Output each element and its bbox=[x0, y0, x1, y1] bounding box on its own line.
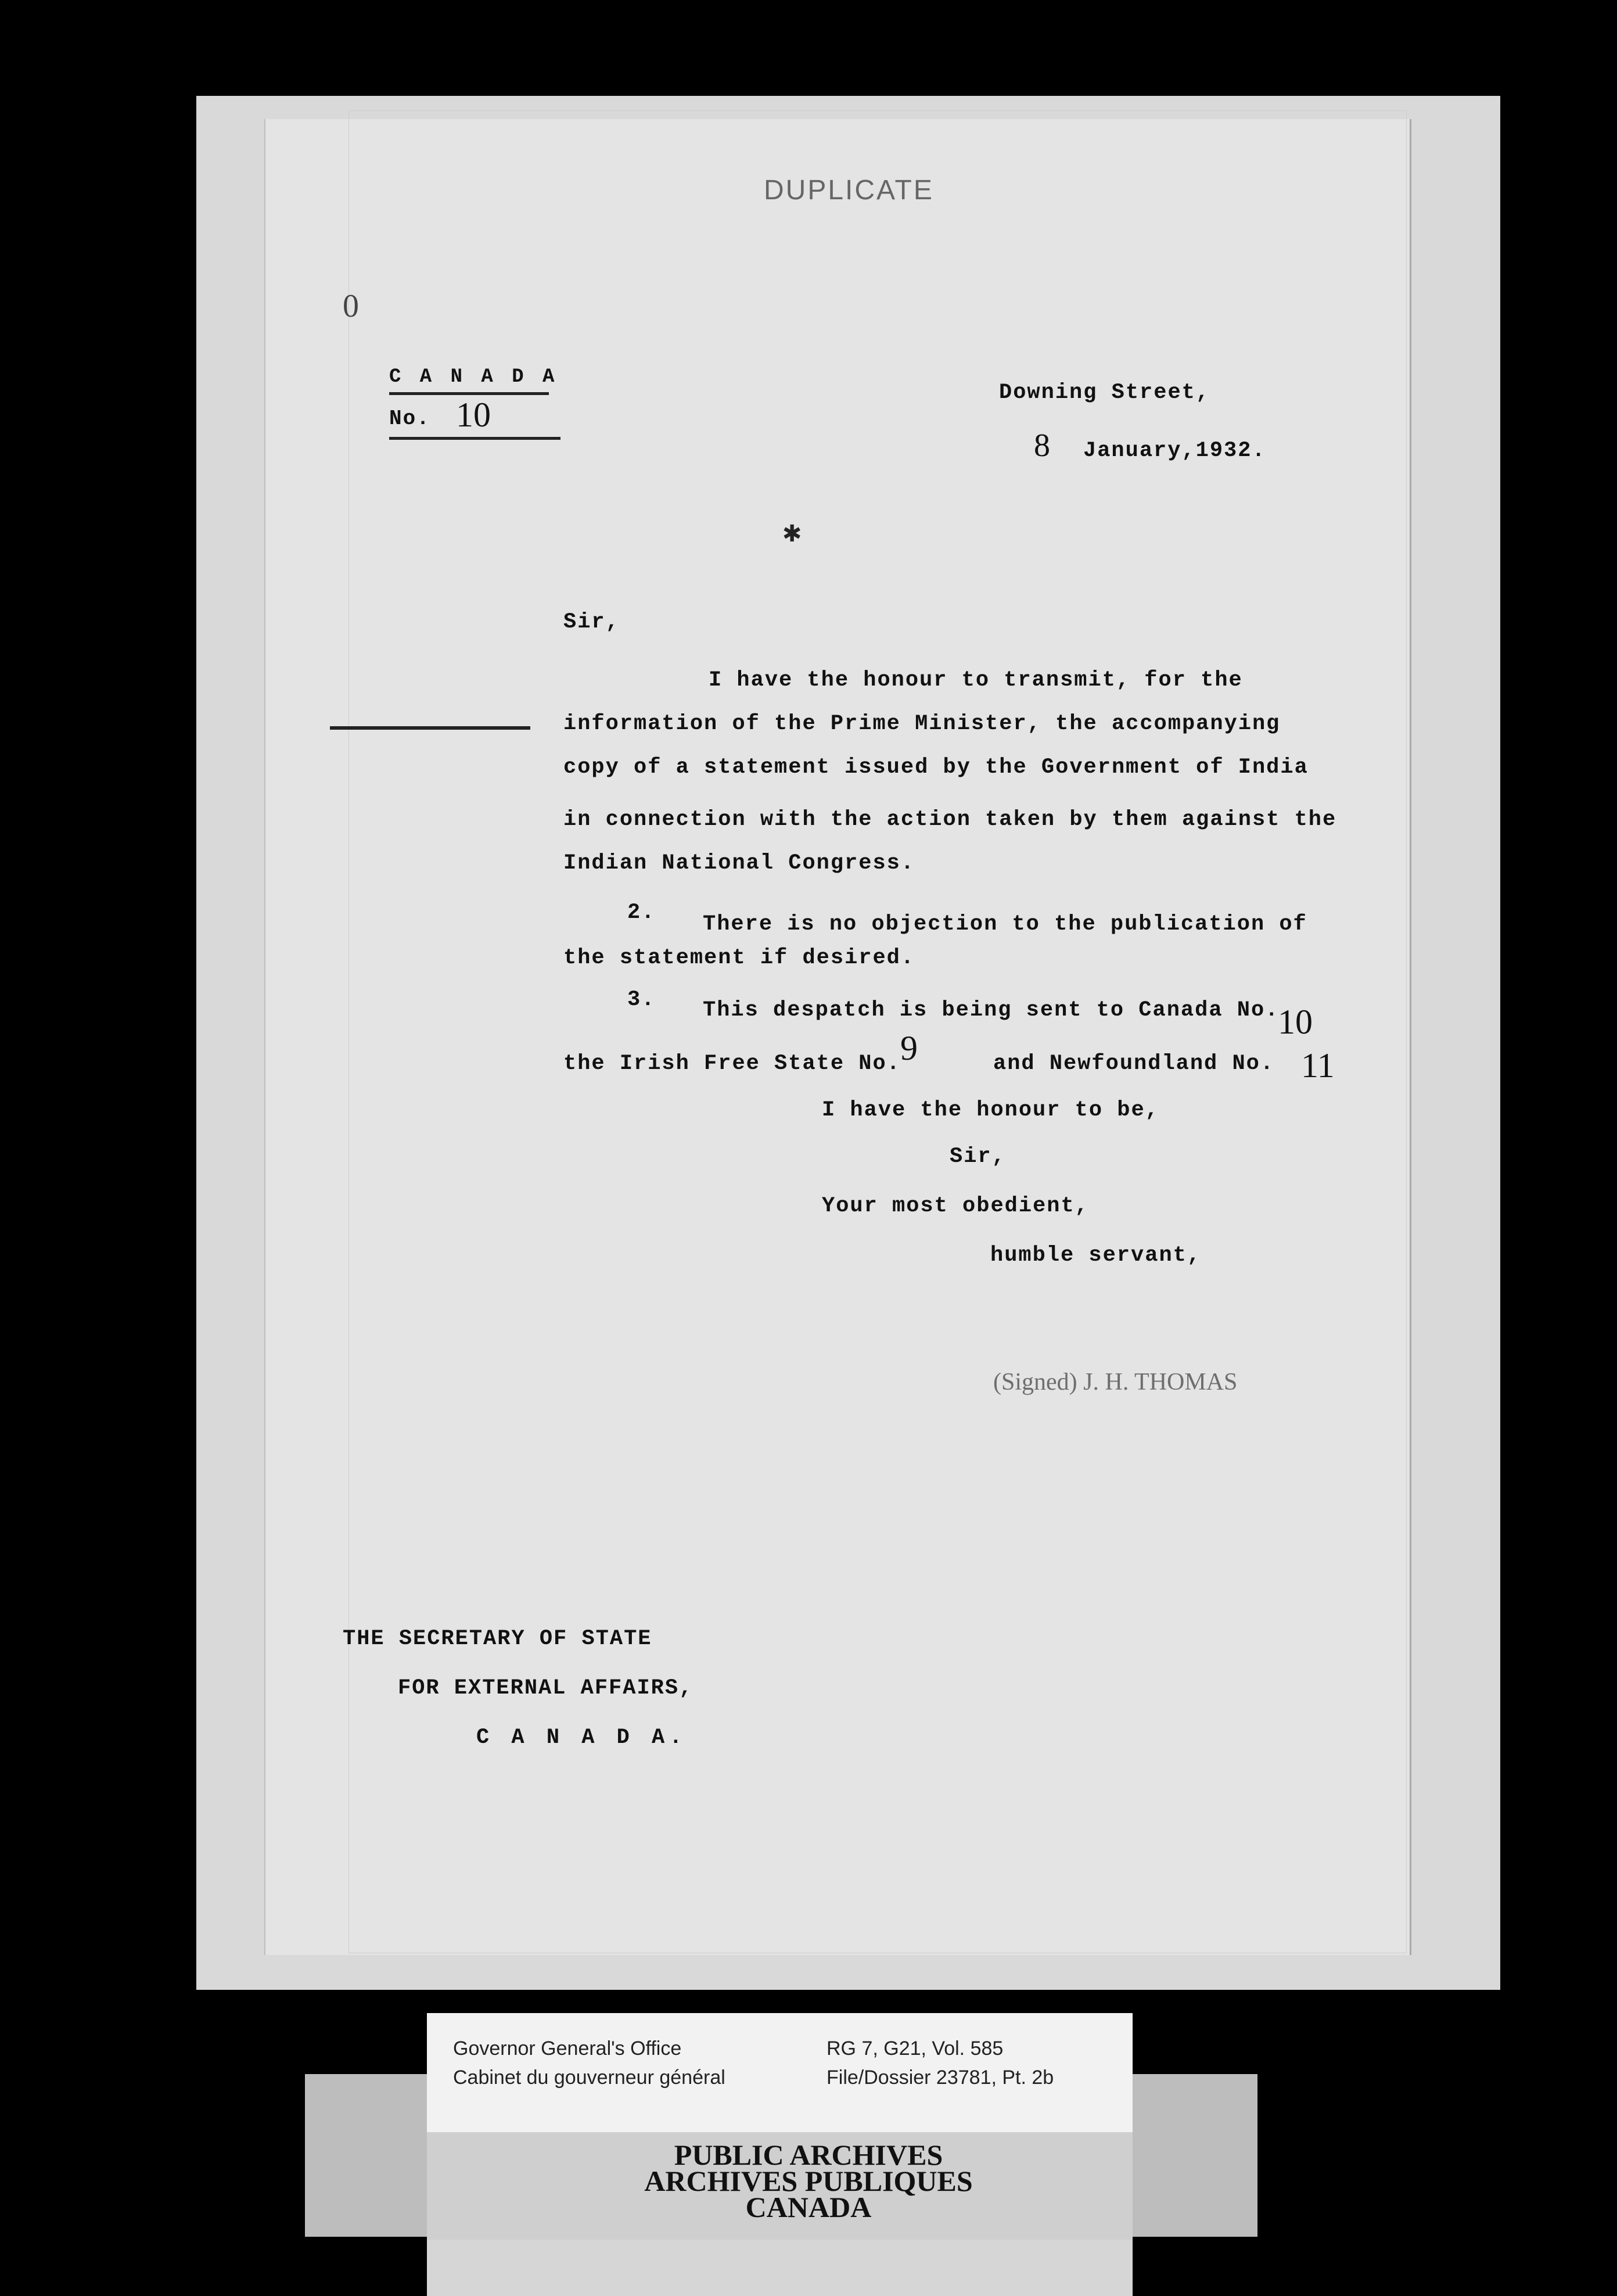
para3-line1: This despatch is being sent to Canada No. bbox=[703, 998, 1280, 1023]
duplicate-stamp: DUPLICATE bbox=[764, 175, 934, 206]
number-label: No. bbox=[389, 407, 430, 430]
newfoundland-despatch-number: 11 bbox=[1301, 1046, 1335, 1085]
closing-line4: humble servant, bbox=[990, 1243, 1202, 1268]
closing-line1: I have the honour to be, bbox=[822, 1098, 1159, 1122]
archive-stamp-line1: PUBLIC ARCHIVES bbox=[674, 2139, 943, 2171]
archive-stamp-line3: CANADA bbox=[745, 2191, 872, 2223]
margin-rule bbox=[330, 726, 530, 730]
para3-line2b: and Newfoundland No. bbox=[993, 1052, 1275, 1076]
recipient-line2: FOR EXTERNAL AFFAIRS, bbox=[398, 1676, 693, 1701]
record-group-reference: RG 7, G21, Vol. 585 bbox=[827, 2037, 1004, 2060]
salutation: Sir, bbox=[563, 610, 620, 634]
number-underline bbox=[389, 437, 560, 440]
date-month-year: January,1932. bbox=[1083, 439, 1266, 463]
corner-mark: 0 bbox=[343, 288, 359, 324]
office-english: Governor General's Office bbox=[453, 2037, 682, 2060]
number-value: 10 bbox=[456, 396, 491, 434]
para1-line5: Indian National Congress. bbox=[563, 851, 915, 876]
para2-line2: the statement if desired. bbox=[563, 946, 915, 970]
recipient-line1: THE SECRETARY OF STATE bbox=[343, 1627, 652, 1651]
archive-stamp-band bbox=[427, 2240, 1133, 2296]
archive-stamp-line2: ARCHIVES PUBLIQUES bbox=[644, 2165, 973, 2197]
country-heading: C A N A D A bbox=[389, 366, 558, 388]
signature: (Signed) J. H. THOMAS bbox=[993, 1369, 1238, 1395]
para2-line1: There is no objection to the publication of bbox=[703, 912, 1307, 937]
canada-despatch-number: 10 bbox=[1278, 1003, 1313, 1041]
para3-number: 3. bbox=[627, 988, 656, 1012]
closing-line3: Your most obedient, bbox=[822, 1194, 1089, 1218]
para3-line2a: the Irish Free State No. bbox=[563, 1052, 901, 1076]
para2-number: 2. bbox=[627, 901, 656, 925]
para1-line2: information of the Prime Minister, the accompanying bbox=[563, 712, 1281, 736]
file-reference: File/Dossier 23781, Pt. 2b bbox=[827, 2067, 1054, 2089]
irish-despatch-number: 9 bbox=[900, 1029, 918, 1067]
date-day: 8 bbox=[1034, 428, 1050, 464]
address: Downing Street, bbox=[999, 381, 1210, 405]
para1-line4: in connection with the action taken by them against the bbox=[563, 808, 1337, 832]
para1-line1: I have the honour to transmit, for the bbox=[709, 668, 1243, 693]
archive-reference-label bbox=[427, 2013, 1133, 2132]
office-french: Cabinet du gouverneur général bbox=[453, 2067, 725, 2089]
recipient-line3: C A N A D A. bbox=[476, 1725, 687, 1750]
closing-line2: Sir, bbox=[950, 1145, 1006, 1169]
para1-line3: copy of a statement issued by the Government of India bbox=[563, 755, 1309, 780]
asterisk-mark: ✱ bbox=[783, 516, 802, 551]
